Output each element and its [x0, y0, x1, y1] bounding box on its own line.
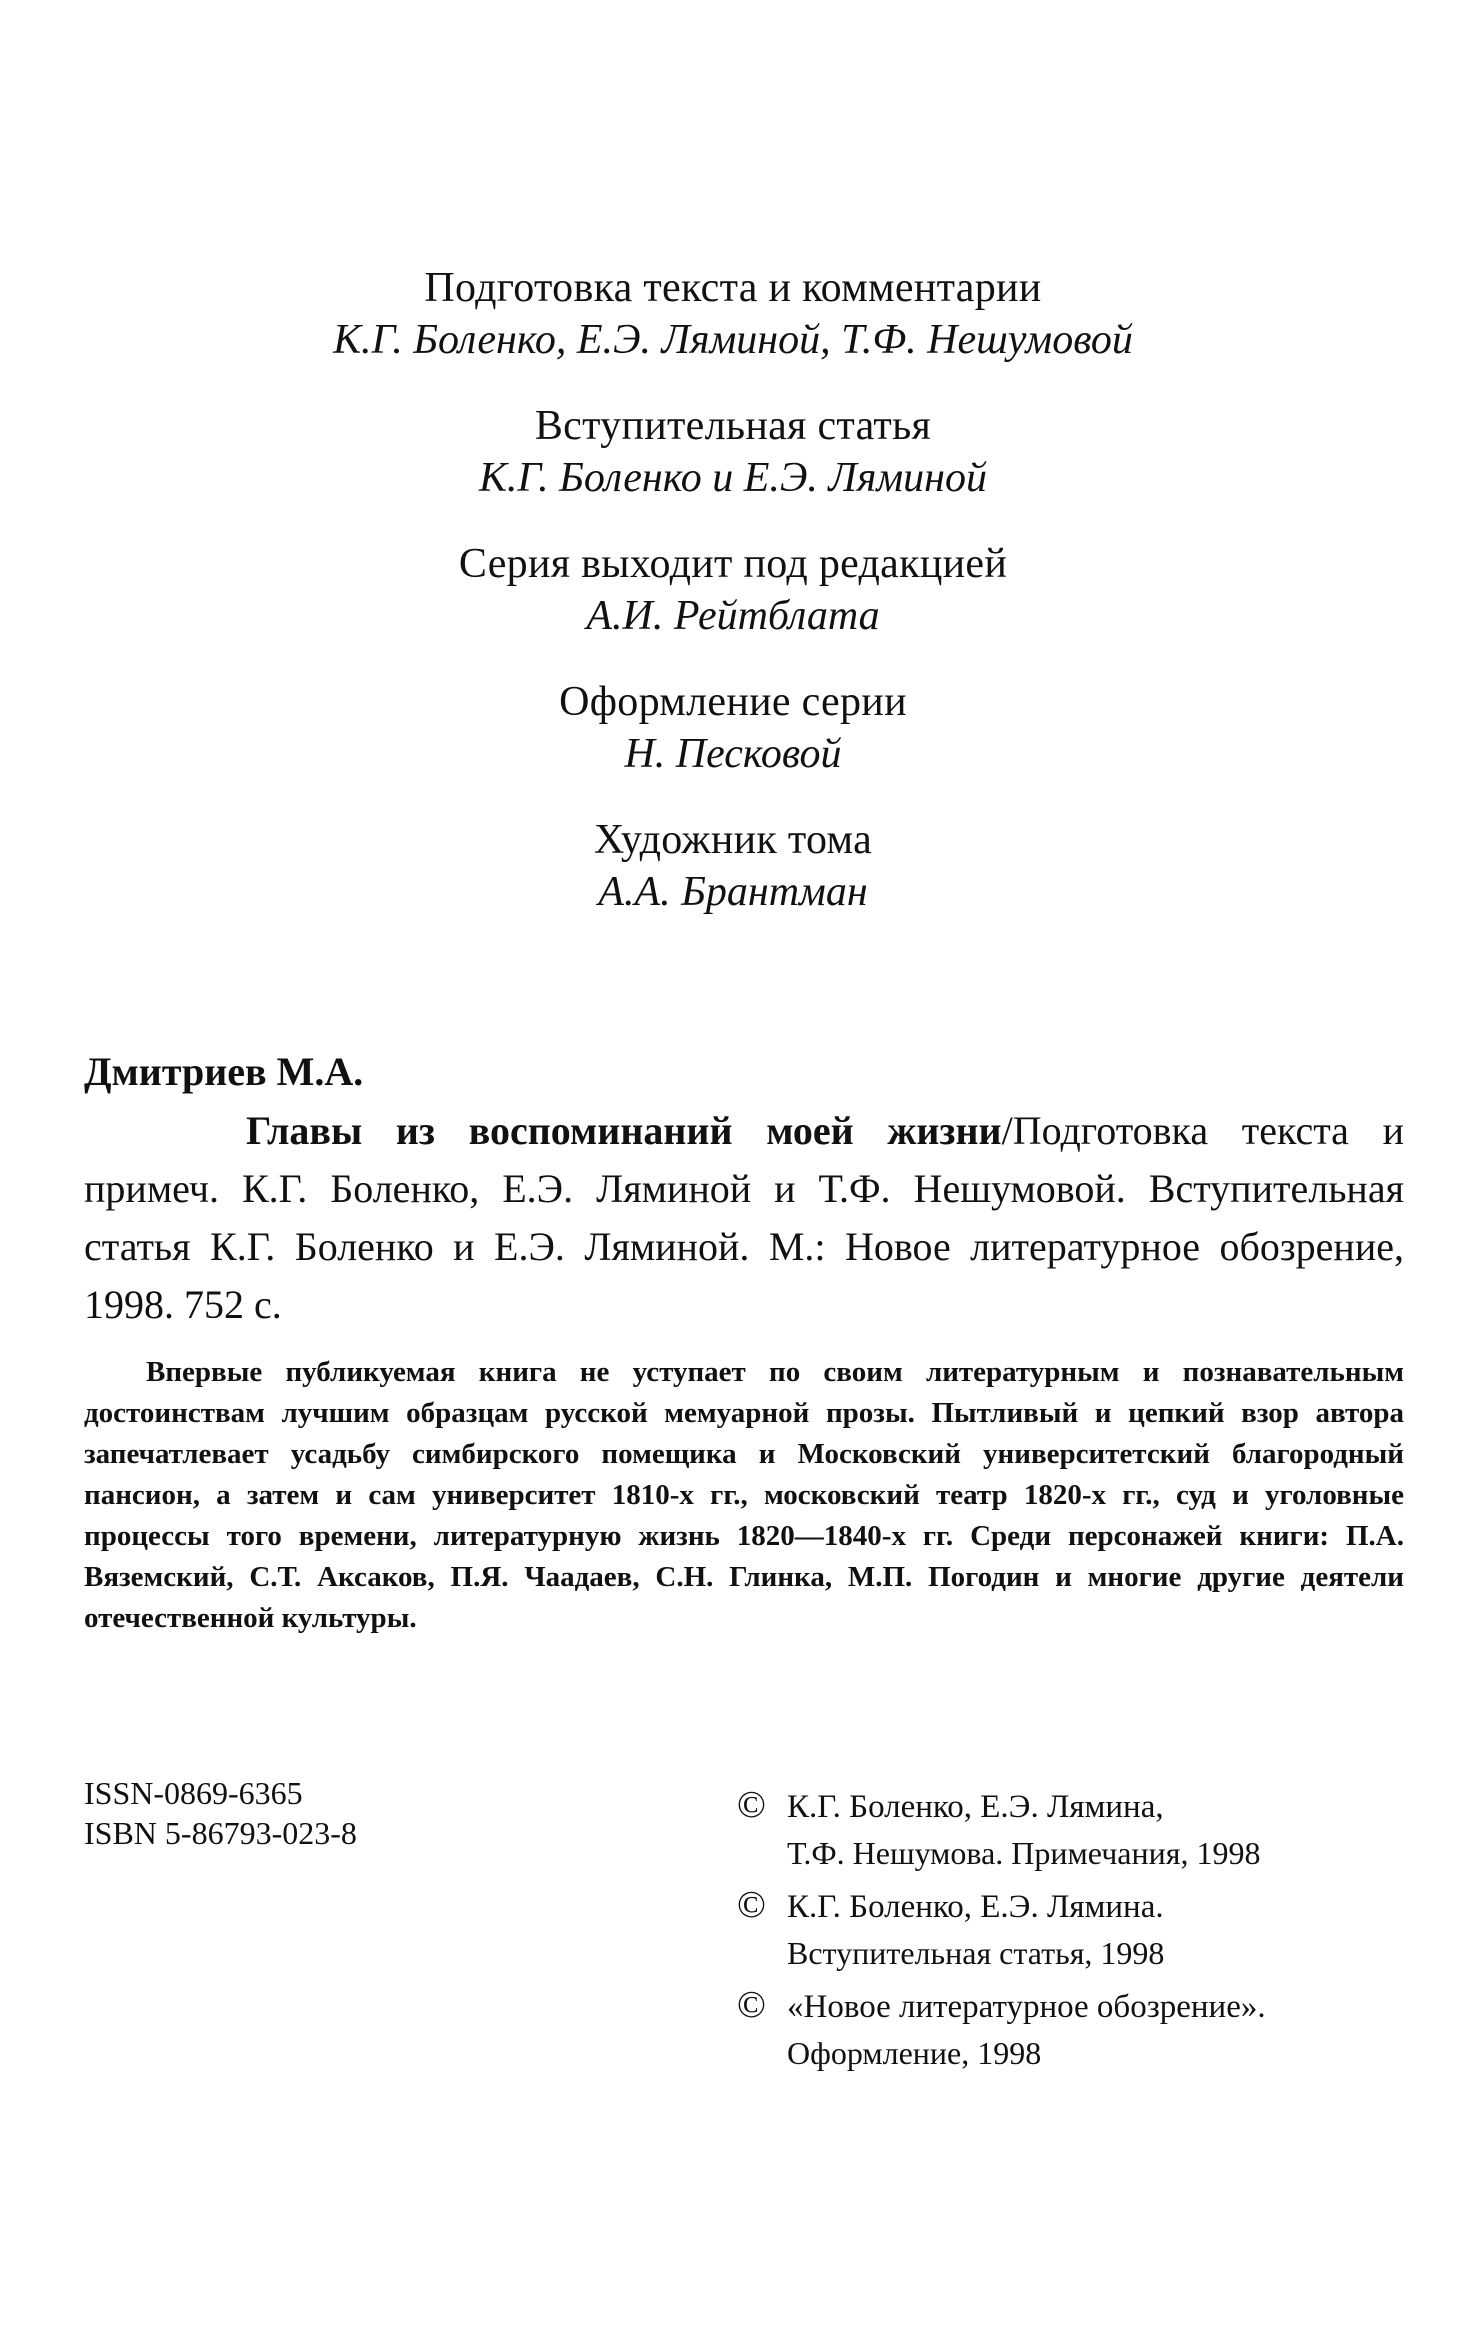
credit-name: К.Г. Боленко и Е.Э. Ляминой — [479, 455, 987, 501]
bib-author: Дмитриев М.А. — [84, 1049, 364, 1094]
copyright-notice — [737, 1982, 1417, 2076]
isbn: ISBN 5-86793-023-8 — [84, 1815, 357, 1851]
copyright-detail: Вступительная статья, 1998 — [787, 1935, 1165, 1971]
copyright-detail: Оформление, 1998 — [787, 2035, 1042, 2071]
credit-role: Серия выходит под редакцией — [458, 541, 1008, 587]
identifiers — [84, 1773, 357, 1853]
credit-name: К.Г. Боленко, Е.Э. Ляминой, Т.Ф. Нешумовой — [333, 317, 1133, 363]
credit-series-design — [0, 676, 1466, 780]
copyright-icon: © — [737, 1784, 766, 1826]
copyright-holder: «Новое литературное обозрение». — [787, 1989, 1266, 2025]
credit-volume-artist — [0, 814, 1466, 918]
copyright-notices — [737, 1782, 1417, 2082]
copyright-holder: К.Г. Боленко, Е.Э. Лямина, — [787, 1789, 1164, 1825]
credit-name: Н. Песковой — [624, 731, 842, 777]
issn: ISSN-0869-6365 — [84, 1775, 303, 1811]
copyright-icon: © — [737, 1984, 766, 2026]
copyright-holder: К.Г. Боленко, Е.Э. Лямина. — [787, 1889, 1164, 1925]
credit-role: Вступительная статья — [534, 403, 932, 449]
bib-description — [84, 1102, 1404, 1334]
bibliographic-record — [84, 1042, 1404, 1334]
copyright-notice — [737, 1882, 1417, 1976]
copyright-icon: © — [737, 1884, 766, 1926]
credit-role: Художник тома — [593, 817, 873, 863]
bib-details: /Подготовка текста и примеч. К.Г. Боленко, Е.Э. Ляминой и Т.Ф. Нешумовой. Вступительная статья К.Г. Боленко и Е.Э. Ляминой. М.: Новое литературное обозрение, 1998. 752 с. — [84, 1108, 1405, 1327]
credit-role: Подготовка текста и комментарии — [424, 265, 1042, 311]
credit-role: Оформление серии — [559, 679, 907, 725]
credits-section — [0, 262, 1466, 952]
credit-name: А.И. Рейтблата — [586, 593, 880, 639]
copyright-notice — [737, 1782, 1417, 1876]
bib-title: Главы из воспоминаний моей жизни — [246, 1108, 1002, 1153]
credit-text-preparation — [0, 262, 1466, 366]
credit-introduction — [0, 400, 1466, 504]
book-annotation: Впервые публикуемая книга не уступает по своим литературным и познавательным достоинствам лучшим образцам русской мемуарной прозы. Пытливый и цепкий взор автора запечатлевает усадьбу симбирского помещика и Московский университетский благородный пансион, а затем и сам университет 1810-х гг., московский театр 1820-х гг., суд и уголовные процессы того времени, литературную жизнь 1820—1840-х гг. Среди персонажей книги: П.А. Вяземский, С.Т. Аксаков, П.Я. Чаадаев, С.Н. Глинка, М.П. Погодин и многие другие деятели отечественной культуры. — [84, 1356, 1404, 1634]
credit-name: А.А. Брантман — [598, 869, 868, 915]
copyright-detail: Т.Ф. Нешумова. Примечания, 1998 — [787, 1835, 1261, 1871]
credit-series-editor — [0, 538, 1466, 642]
